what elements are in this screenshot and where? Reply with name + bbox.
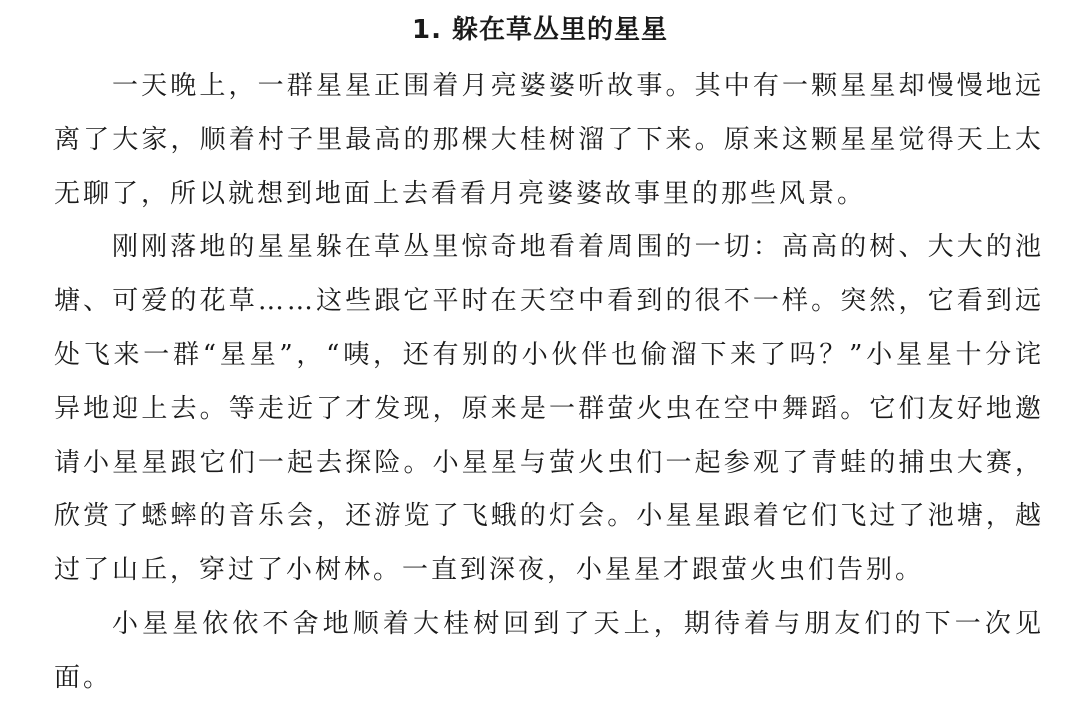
paragraph-3: 小星星依依不舍地顺着大桂树回到了天上，期待着与朋友们的下一次见面。 (54, 608, 1044, 693)
paragraph-2: 刚刚落地的星星躲在草丛里惊奇地看着周围的一切：高高的树、大大的池塘、可爱的花草……这些跟它平时在天空中看到的很不一样。突然，它看到远处飞来一群“星星”，“咦，还有别的小伙伴也偷溜下来了吗？”小星星十分诧异地迎上去。等走近了才发现，原来是一群萤火虫在空中舞蹈。它们友好地邀请小星星跟它们一起去探险。小星星与萤火虫们一起参观了青蛙的捕虫大赛，欣赏了蟋蟀的音乐会，还游览了飞蛾的灯会。小星星跟着它们飞过了池塘，越过了山丘，穿过了小树林。一直到深夜，小星星才跟萤火虫们告别。 (54, 232, 1044, 586)
story-body (54, 60, 1044, 706)
paragraph-1: 一天晚上，一群星星正围着月亮婆婆听故事。其中有一颗星星却慢慢地远离了大家，顺着村子里最高的那棵大桂树溜了下来。原来这颗星星觉得天上太无聊了，所以就想到地面上去看看月亮婆婆故事里的那些风景。 (54, 71, 1044, 209)
story-title: 1. 躲在草丛里的星星 (411, 15, 669, 45)
